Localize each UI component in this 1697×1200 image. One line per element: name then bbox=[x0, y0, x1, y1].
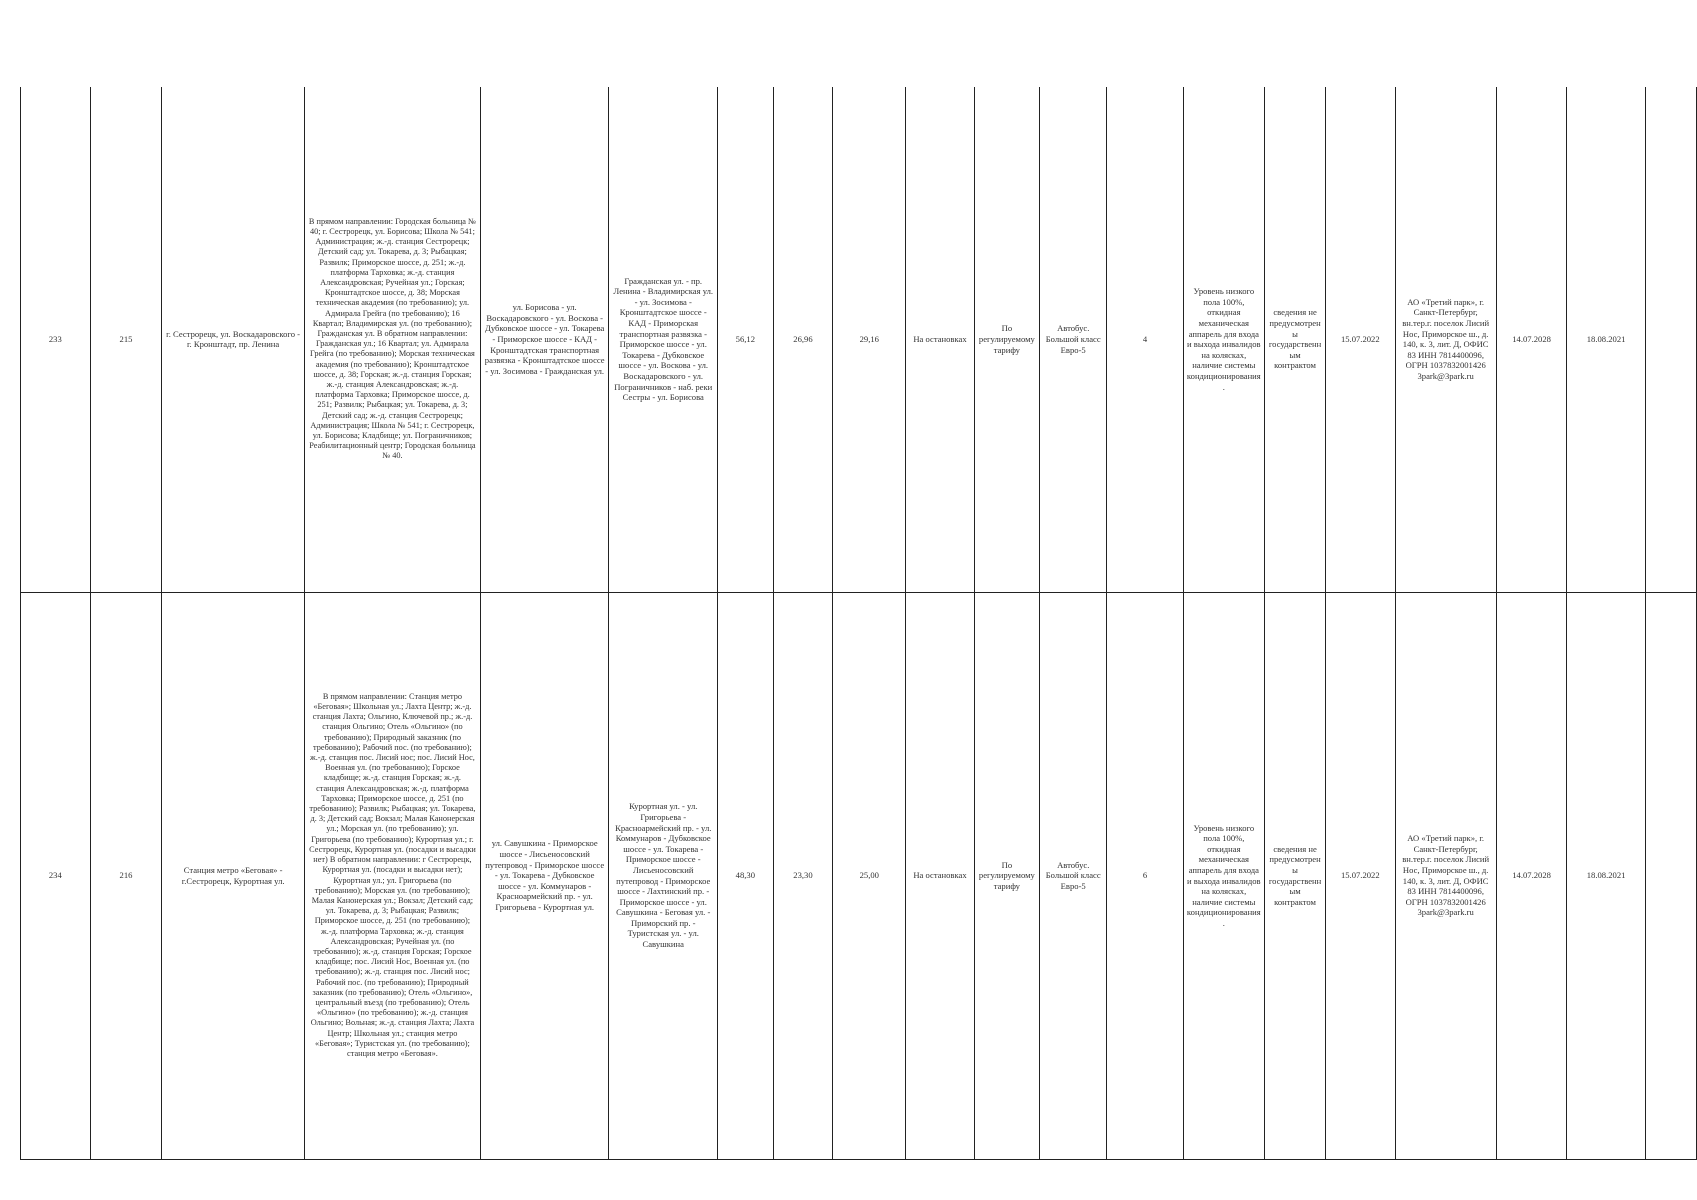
table-row bbox=[21, 87, 1697, 592]
cell-streets-back: Курортная ул. - ул. Григорьева - Красноармейский пр. - ул. Коммунаров - Дубковское шоссе - ул. Токарева - Приморское шоссе - Лисьеносовский путепровод - Приморское шоссе - Лахтинский пр. - Приморское шоссе - ул. Савушкина - Беговая ул. - Приморский пр. - Туристская ул. - ул. Савушкина bbox=[609, 592, 718, 1159]
cell-characteristics: Уровень низкого пола 100%, откидная механическая аппарель для входа и выхода инвалидов на колясках, наличие системы кондиционирования. bbox=[1183, 87, 1265, 592]
cell-characteristics: Уровень низкого пола 100%, откидная механическая аппарель для входа и выхода инвалидов на колясках, наличие системы кондиционирования. bbox=[1183, 592, 1265, 1159]
route-registry-table bbox=[20, 87, 1697, 1160]
cell-carrier: АО «Третий парк», г. Санкт-Петербург, вн.тер.г. поселок Лисий Нос, Приморское ш., д. 140, к. 3, лит. Д, ОФИС 83 ИНН 7814400096, ОГРН 1037832001426 3park@3park.ru bbox=[1395, 87, 1496, 592]
cell-end-date: 14.07.2028 bbox=[1496, 592, 1567, 1159]
cell-length-forward: 26,96 bbox=[773, 87, 833, 592]
cell-last-date: 18.08.2021 bbox=[1567, 87, 1645, 592]
cell-streets-forward: ул. Борисова - ул. Воскадаровского - ул. Воскова - Дубковское шоссе - ул. Токарева - Приморское шоссе - КАД - Кронштадтская транспортная развязка - Кронштадтское шоссе - ул. Зосимова - Гражданская ул. bbox=[481, 87, 609, 592]
cell-tariff: По регулируемому тарифу bbox=[974, 87, 1039, 592]
table-row bbox=[21, 592, 1697, 1159]
cell-stops-list: В прямом направлении: Городская больница № 40; г. Сестрорецк, ул. Борисова; Школа № 541; Администрация; ж.-д. станция Сестрорецк; Детский сад; ул. Токарева, д. 3; Рыбацкая; Развилк; Приморское шоссе, д. 251; ж.-д. платформа Тарховка; ж.-д. станция Александровская; Ручейная ул.; Горская; Кронштадтское шоссе, д. 38; Морская техническая академия (по требованию); ул. Адмирала Грейга (по требованию); 16 Квартал; Владимирская ул. (по требованию); Гражданская ул. В обратном направлении: Гражданская ул.; 16 Квартал; ул. Адмирала Грейга (по требованию); Морская техническая академия (по требованию); Кронштадтское шоссе, д. 38; Горская; ж.-д. станция Горская; ж.-д. станция Александровская; ж.-д. платформа Тарховка; Приморское шоссе, д. 251; Развилк; Рыбацкая; ул. Токарева, д. 3; Детский сад; ж.-д. станция Сестрорецк; Администрация; Школа № 541; г. Сестрорецк, ул. Борисова; Кладбище; ул. Пограничников; Реабилитационный центр; Городская больница № 40. bbox=[304, 87, 480, 592]
cell-vehicle-count: 4 bbox=[1107, 87, 1183, 592]
cell-stops-list: В прямом направлении: Станция метро «Беговая»; Школьная ул.; Лахта Центр; ж.-д. станция Лахта; Ольгино, Ключевой пр.; ж.-д. станция Ольгино; Отель «Ольгино» (по требованию); Природный заказник (по требованию); Рабочий пос. (по требованию); ж.-д. станция пос. Лисий нос; пос. Лисий Нос, Военная ул. (по требованию); Горское кладбище; ж.-д. станция Горская; ж.-д. станция Александровская; ж.-д. платформа Тарховка; Приморское шоссе, д. 251 (по требованию); Развилк; Рыбацкая; ул. Токарева, д. 3; Детский сад; Вокзал; Малая Канонерская ул.; Морская ул. (по требованию); ул. Григорьева (по требованию); Курортная ул.; г. Сестрорецк, Курортная ул. (посадки и высадки нет) В обратном направлении: г Сестрорецк, Курортная ул. (посадки и высадки нет); Курортная ул.; ул. Григорьева (по требованию); Морская ул. (по требованию); Малая Канонерская ул.; Вокзал; Детский сад; ул. Токарева, д. 3; Рыбацкая; Развилк; Приморское шоссе, д. 251 (по требованию); ж.-д. платформа Тарховка; ж.-д. станция Александровская; Ручейная ул. (по требованию); ж.-д. станция Горская; Горское кладбище; пос. Лисий Нос, Военная ул. (по требованию); ж.-д. станция пос. Лисий нос; Рабочий пос. (по требованию); Природный заказник (по требованию); Отель «Ольгино», центральный въезд (по требованию); Отель «Ольгино» (по требованию); ж.-д. станция Ольгино; Вольная; ж.-д. станция Лахта; Лахта Центр; Школьная ул.; станция метро «Беговая»; Туристская ул. (по требованию); станция метро «Беговая». bbox=[304, 592, 480, 1159]
cell-empty bbox=[1645, 592, 1696, 1159]
cell-length-back: 29,16 bbox=[833, 87, 906, 592]
cell-route-name: Станция метро «Беговая» - г.Сестрорецк, Курортная ул. bbox=[162, 592, 304, 1159]
cell-length-total: 56,12 bbox=[718, 87, 773, 592]
cell-carrier: АО «Третий парк», г. Санкт-Петербург, вн.тер.г. поселок Лисий Нос, Приморское ш., д. 140, к. 3, лит. Д, ОФИС 83 ИНН 7814400096, ОГРН 1037832001426 3park@3park.ru bbox=[1395, 592, 1496, 1159]
cell-tariff: По регулируемому тарифу bbox=[974, 592, 1039, 1159]
cell-length-forward: 23,30 bbox=[773, 592, 833, 1159]
cell-end-date: 14.07.2028 bbox=[1496, 87, 1567, 592]
cell-stop-order: На остановках bbox=[906, 87, 975, 592]
cell-vehicle-type: Автобус. Большой класс Евро-5 bbox=[1040, 87, 1107, 592]
cell-vehicle-type: Автобус. Большой класс Евро-5 bbox=[1040, 592, 1107, 1159]
cell-start-date: 15.07.2022 bbox=[1326, 87, 1396, 592]
cell-vehicle-count: 6 bbox=[1107, 592, 1183, 1159]
cell-streets-forward: ул. Савушкина - Приморское шоссе - Лисьеносовский путепровод - Приморское шоссе - ул. Токарева - Дубковское шоссе - ул. Коммунаров - Красноармейский пр. - ул. Григорьева - Курортная ул. bbox=[481, 592, 609, 1159]
cell-streets-back: Гражданская ул. - пр. Ленина - Владимирская ул. - ул. Зосимова - Кронштадтское шоссе - КАД - Приморская транспортная развязка - Приморское шоссе - ул. Токарева - Дубковское шоссе - ул. Воскова - ул. Воскадаровского - ул. Пограничников - наб. реки Сестры - ул. Борисова bbox=[609, 87, 718, 592]
cell-registry-number: 233 bbox=[21, 87, 91, 592]
cell-contract: сведения не предусмотрены государственным контрактом bbox=[1265, 87, 1326, 592]
cell-contract: сведения не предусмотрены государственным контрактом bbox=[1265, 592, 1326, 1159]
cell-last-date: 18.08.2021 bbox=[1567, 592, 1645, 1159]
cell-empty bbox=[1645, 87, 1696, 592]
cell-stop-order: На остановках bbox=[906, 592, 975, 1159]
cell-start-date: 15.07.2022 bbox=[1326, 592, 1396, 1159]
cell-length-total: 48,30 bbox=[718, 592, 773, 1159]
cell-route-name: г. Сестрорецк, ул. Воскадаровского - г. Кронштадт, пр. Ленина bbox=[162, 87, 304, 592]
cell-registry-number: 234 bbox=[21, 592, 91, 1159]
cell-route-number: 215 bbox=[90, 87, 162, 592]
cell-route-number: 216 bbox=[90, 592, 162, 1159]
cell-length-back: 25,00 bbox=[833, 592, 906, 1159]
